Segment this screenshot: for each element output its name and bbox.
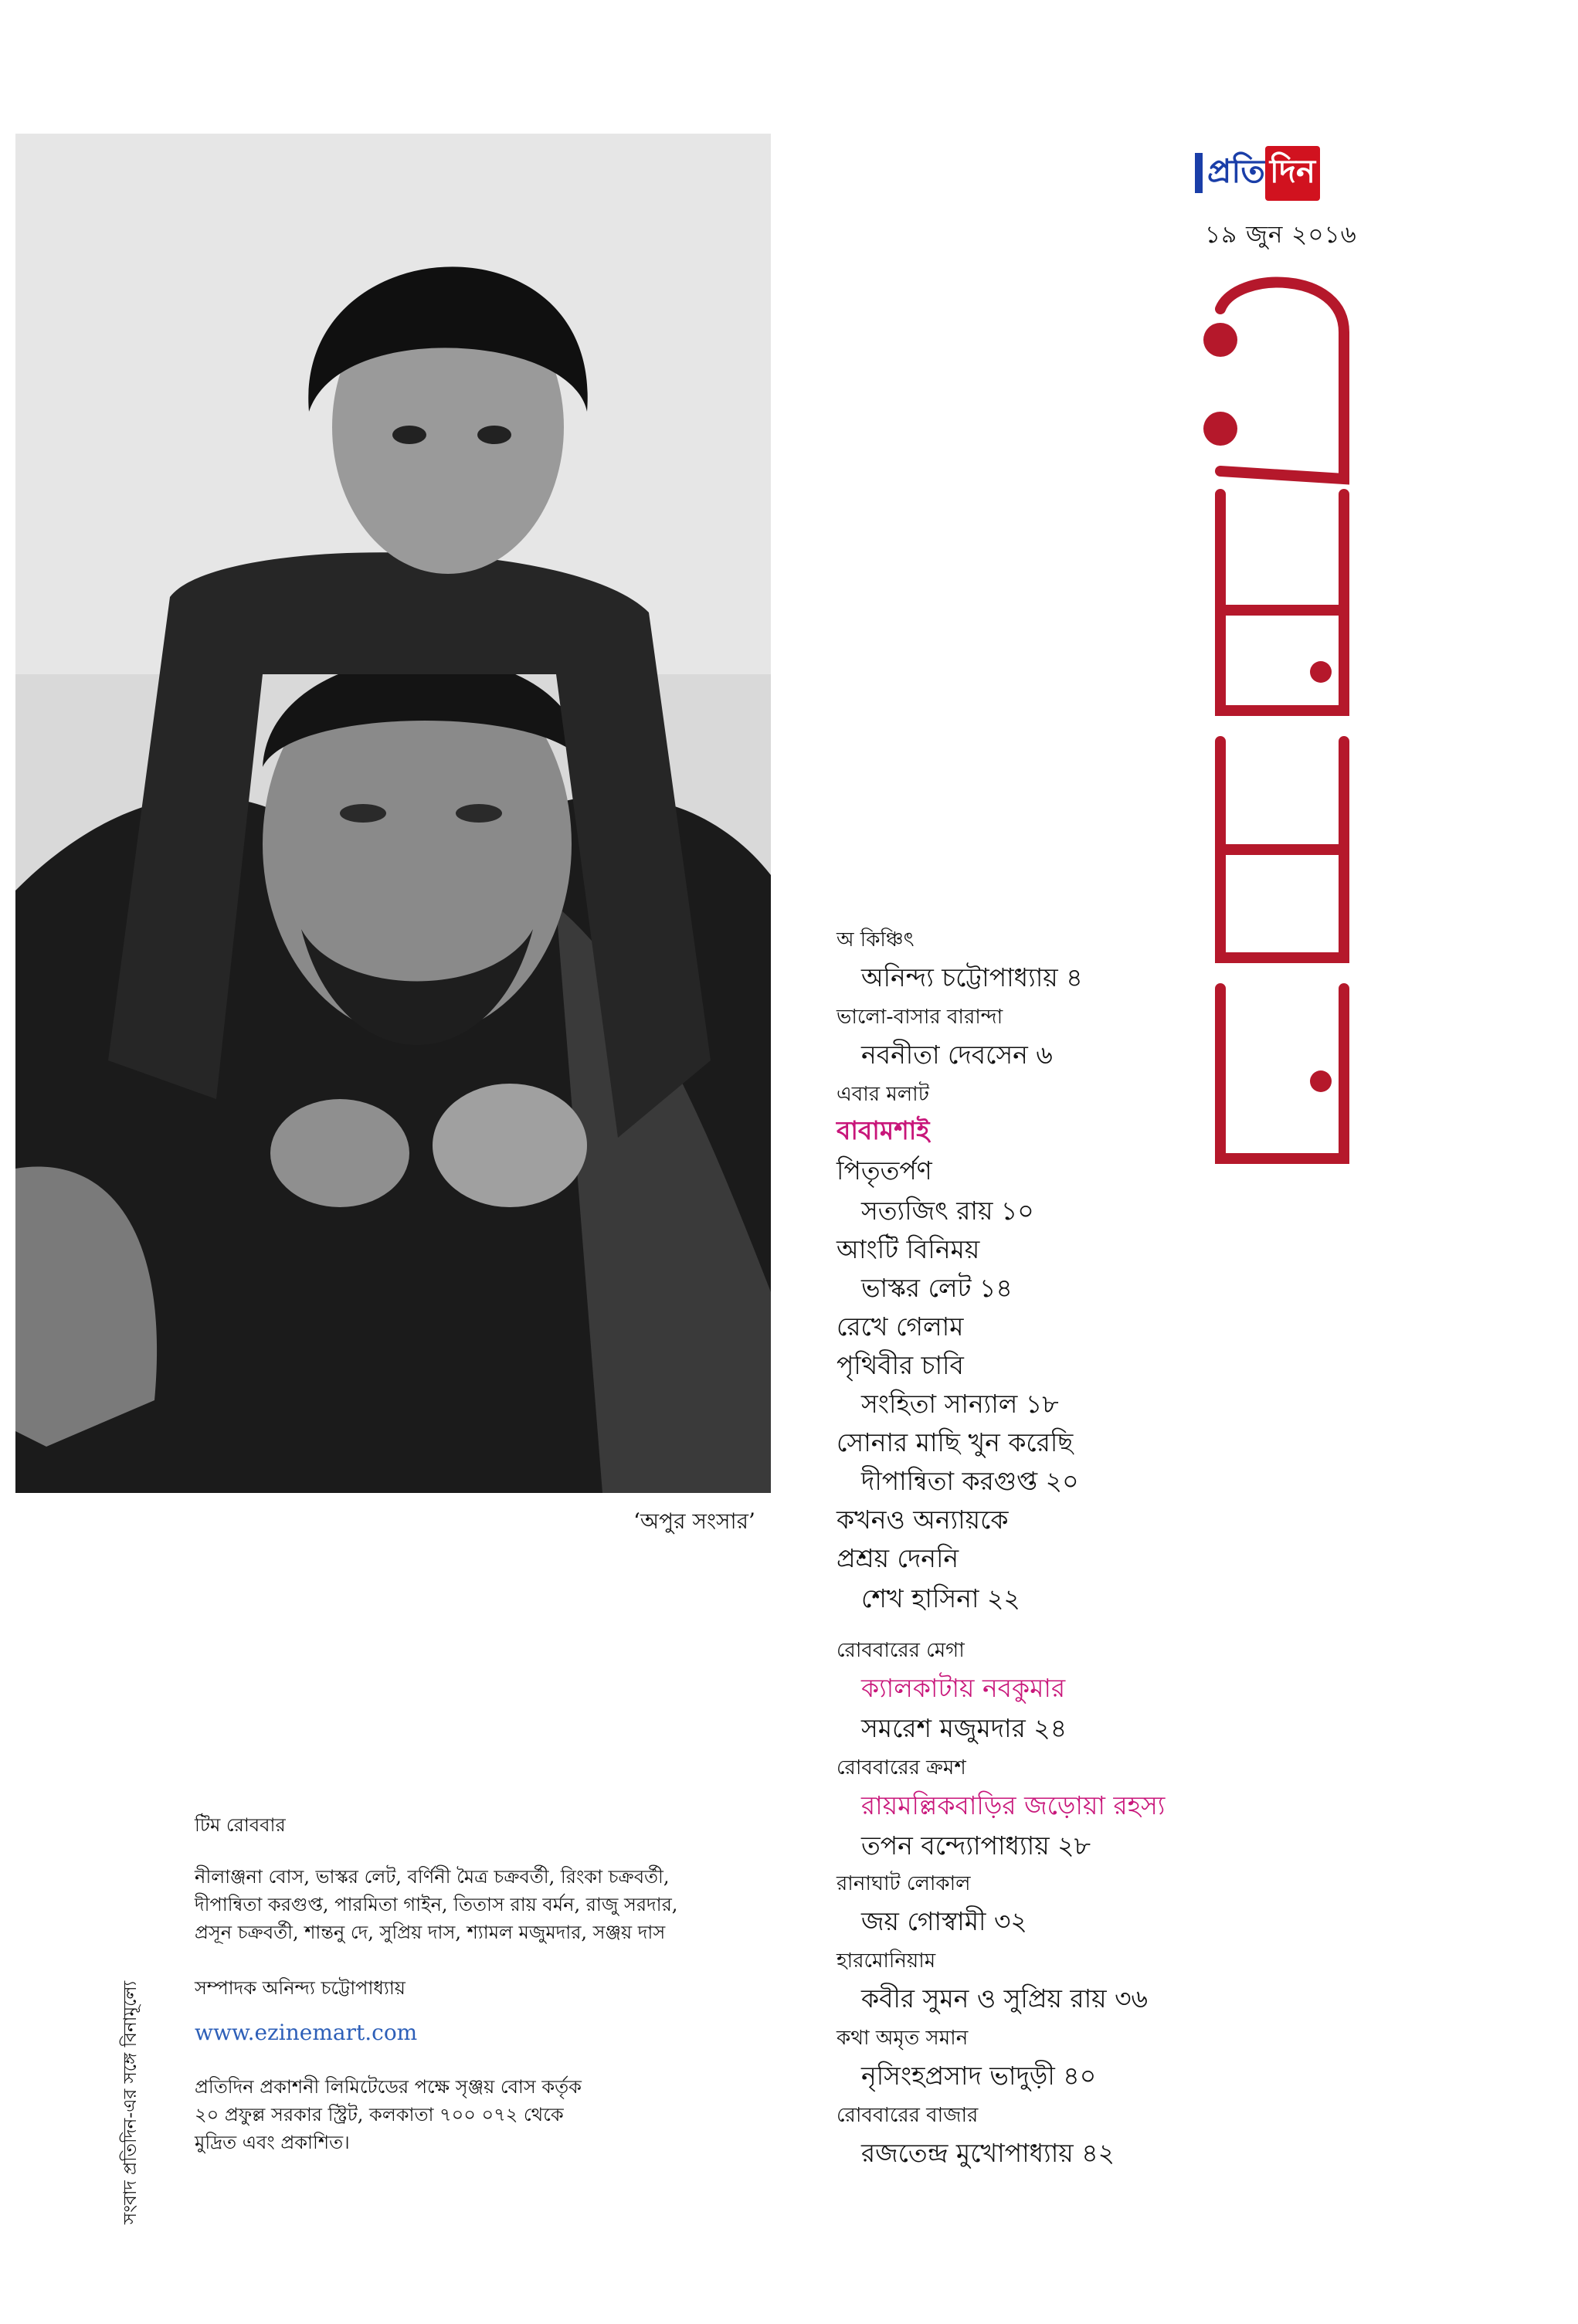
masthead-logo (1189, 263, 1383, 1174)
toc-author-5: ভাস্কর লেট ১৪ (861, 1273, 1013, 1303)
photo-illustration (15, 134, 771, 1493)
cover-photo (15, 134, 771, 1493)
toc-section-11: রানাঘাট লোকাল (837, 1872, 971, 1895)
toc-feature-9: ক্যালকাটায় নবকুমার (861, 1673, 1066, 1703)
issue-date: ১৯ জুন ২০১৬ (1205, 221, 1357, 249)
publisher-line-3: মুদ্রিত এবং প্রকাশিত। (195, 2132, 350, 2153)
toc-author-7: দীপান্বিতা করগুপ্ত ২০ (861, 1466, 1079, 1496)
publisher-line-1: প্রতিদিন প্রকাশনী লিমিটেডের পক্ষে সৃঞ্জয় বোস কর্তৃক (195, 2076, 582, 2098)
toc-author-8: শেখ হাসিনা ২২ (861, 1583, 1020, 1613)
photo-caption: ‘অপুর সংসার’ (633, 1508, 755, 1534)
toc-title-8b: প্রশ্রয় দেননি (837, 1543, 959, 1573)
toc-section-13: কথা অমৃত সমান (837, 2027, 969, 2050)
brand-logo (1195, 153, 1320, 193)
brand-part-2: দিন (1265, 146, 1320, 201)
toc-title-6b: পৃথিবীর চাবি (837, 1350, 964, 1380)
team-line-1: নীলাঞ্জনা বোস, ভাস্কর লেট, বর্ণিনী মৈত্র চক্রবর্তী, রিংকা চক্রবর্তী, (195, 1866, 670, 1888)
vertical-note: সংবাদ প্রতিদিন-এর সঙ্গে বিনামূল্যে (120, 1980, 141, 2224)
toc-feature-3: বাবামশাই (837, 1115, 930, 1145)
brand-part-1: প্রতি (1207, 151, 1265, 190)
toc-title-5: আংটি বিনিময় (837, 1234, 980, 1264)
team-heading: টিম রোববার (195, 1814, 286, 1836)
website-link[interactable]: www.ezinemart.com (195, 2020, 418, 2045)
toc-author-13: নৃসিংহপ্রসাদ ভাদুড়ী ৪০ (861, 2061, 1097, 2091)
toc-author-4: সত্যজিৎ রায় ১০ (861, 1196, 1034, 1226)
toc-author-2: নবনীতা দেবসেন ৬ (861, 1040, 1053, 1070)
toc-author-1: অনিন্দ্য চট্টোপাধ্যায় ৪ (861, 962, 1083, 992)
toc-section-3: এবার মলাট (837, 1083, 929, 1106)
toc-title-6a: রেখে গেলাম (837, 1311, 964, 1342)
toc-section-10: রোববারের ক্রমশ (837, 1756, 966, 1779)
toc-feature-10: রায়মল্লিকবাড়ির জড়োয়া রহস্য (861, 1790, 1166, 1820)
toc-author-6: সংহিতা সান্যাল ১৮ (861, 1389, 1059, 1419)
publisher-line-2: ২০ প্রফুল্ল সরকার স্ট্রিট, কলকাতা ৭০০ ০৭২ থেকে (195, 2104, 564, 2126)
toc-title-8a: কখনও অন্যায়কে (837, 1505, 1009, 1535)
toc-section-12: হারমোনিয়াম (837, 1949, 936, 1973)
toc-author-14: রজতেন্দ্র মুখোপাধ্যায় ৪২ (861, 2138, 1115, 2168)
brand-side-bar (1195, 153, 1203, 193)
toc-section-2: ভালো-বাসার বারান্দা (837, 1006, 1003, 1029)
toc-section-9: রোববারের মেগা (837, 1639, 965, 1662)
team-line-2: দীপান্বিতা করগুপ্ত, পারমিতা গাইন, তিতাস রায় বর্মন, রাজু সরদার, (195, 1894, 678, 1915)
editor-line: সম্পাদক অনিন্দ্য চট্টোপাধ্যায় (195, 1977, 406, 1999)
toc-author-9: সমরেশ মজুমদার ২৪ (861, 1713, 1067, 1743)
toc-author-12: কবীর সুমন ও সুপ্রিয় রায় ৩৬ (861, 1983, 1148, 2014)
toc-title-7: সোনার মাছি খুন করেছি (837, 1427, 1074, 1457)
toc-section-1: অ কিঞ্চিৎ (837, 928, 915, 952)
toc-author-10: তপন বন্দ্যোপাধ্যায় ২৮ (861, 1830, 1091, 1861)
toc-author-11: জয় গোস্বামী ৩২ (861, 1906, 1027, 1936)
toc-title-4: পিতৃতর্পণ (837, 1155, 932, 1186)
toc-section-14: রোববারের বাজার (837, 2104, 979, 2127)
team-line-3: প্রসূন চক্রবর্তী, শান্তনু দে, সুপ্রিয় দাস, শ্যামল মজুমদার, সঞ্জয় দাস (195, 1922, 666, 1943)
